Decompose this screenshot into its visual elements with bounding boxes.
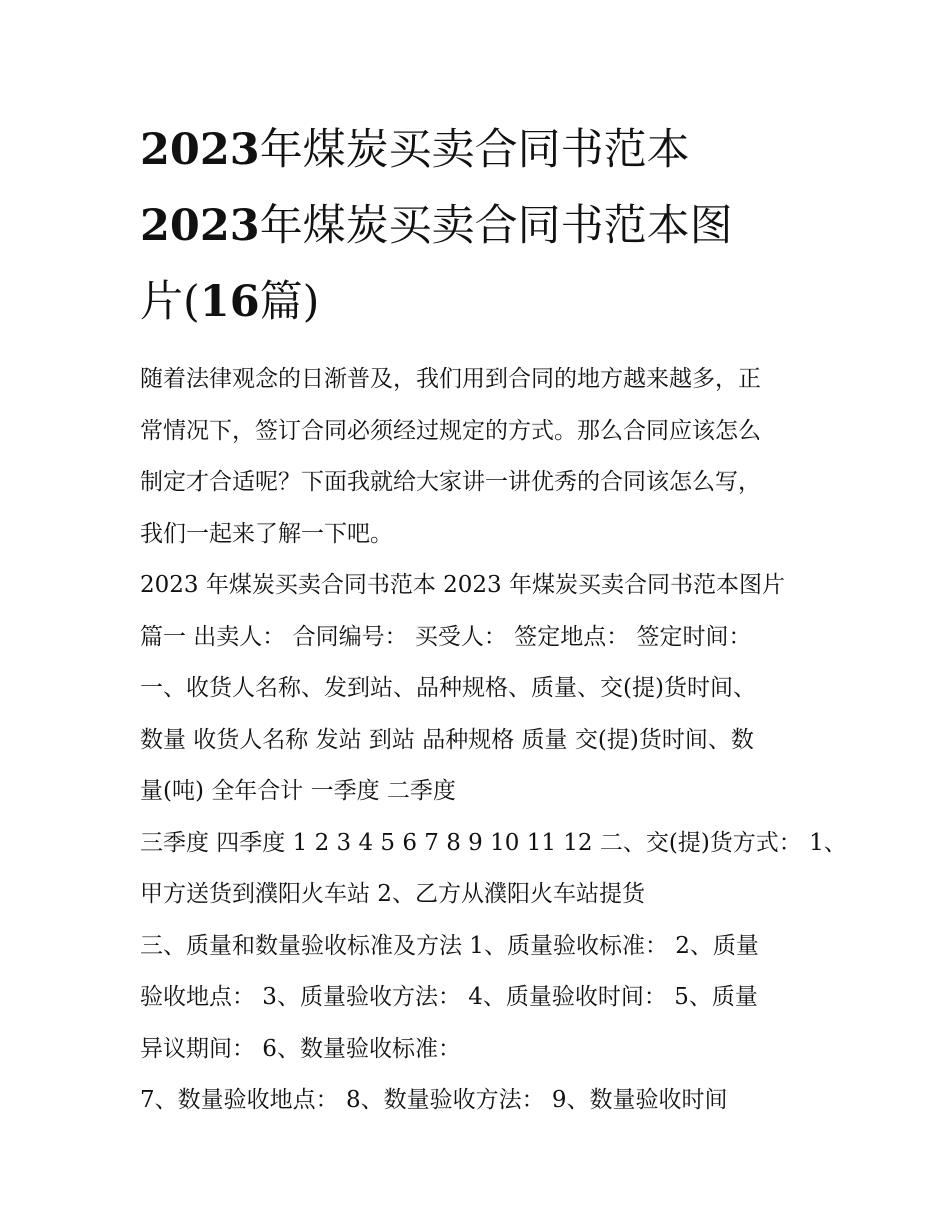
title-number: 2023 <box>140 125 260 175</box>
paragraph-line: 我们一起来了解一下吧。 <box>140 520 393 547</box>
paragraph-line: 量(吨) 全年合计 一季度 二季度 <box>140 778 456 804</box>
quality-standards-paragraph <box>140 921 820 1076</box>
paragraph-line: 随着法律观念的日渐普及，我们用到合同的地方越来越多，正 <box>140 366 761 392</box>
delivery-method-paragraph <box>140 818 847 921</box>
title-line: 片(16篇) <box>140 277 320 327</box>
title-line: 2023年煤炭买卖合同书范本图 <box>140 201 733 251</box>
title-line: 2023年煤炭买卖合同书范本 <box>140 125 690 175</box>
paragraph-line: 异议期间： 6、数量验收标准： <box>140 1035 461 1062</box>
paragraph-line: 7、数量验收地点： 8、数量验收方法： 9、数量验收时间 <box>140 1087 728 1113</box>
paragraph-line: 一、收货人名称、发到站、品种规格、质量、交(提)货时间、 <box>140 675 756 701</box>
document-page <box>140 112 847 1127</box>
paragraph-line: 篇一 出卖人： 合同编号： 买受人： 签定地点： 签定时间： <box>140 623 752 650</box>
paragraph-line: 三、质量和数量验收标准及方法 1、质量验收标准： 2、质量 <box>140 932 759 959</box>
paragraph-line: 制定才合适呢？下面我就给大家讲一讲优秀的合同该怎么写， <box>140 469 761 495</box>
paragraph-line: 验收地点： 3、质量验收方法： 4、质量验收时间： 5、质量 <box>140 984 758 1010</box>
title-number: 16 <box>199 277 260 327</box>
paragraph-line: 甲方送货到濮阳火车站 2、乙方从濮阳火车站提货 <box>140 881 645 907</box>
intro-paragraph <box>140 354 820 560</box>
contract-header-paragraph <box>140 560 820 818</box>
paragraph-line: 数量 收货人名称 发站 到站 品种规格 质量 交(提)货时间、数 <box>140 726 754 753</box>
paragraph-line: 常情况下，签订合同必须经过规定的方式。那么合同应该怎么 <box>140 417 761 444</box>
quantity-standards-paragraph <box>140 1075 820 1127</box>
document-title <box>140 112 820 340</box>
title-number: 2023 <box>140 201 260 251</box>
paragraph-line: 三季度 四季度 1 2 3 4 5 6 7 8 9 10 11 12 二、交(提)货方式： 1、 <box>140 829 847 856</box>
paragraph-line: 2023 年煤炭买卖合同书范本 2023 年煤炭买卖合同书范本图片 <box>140 572 785 598</box>
